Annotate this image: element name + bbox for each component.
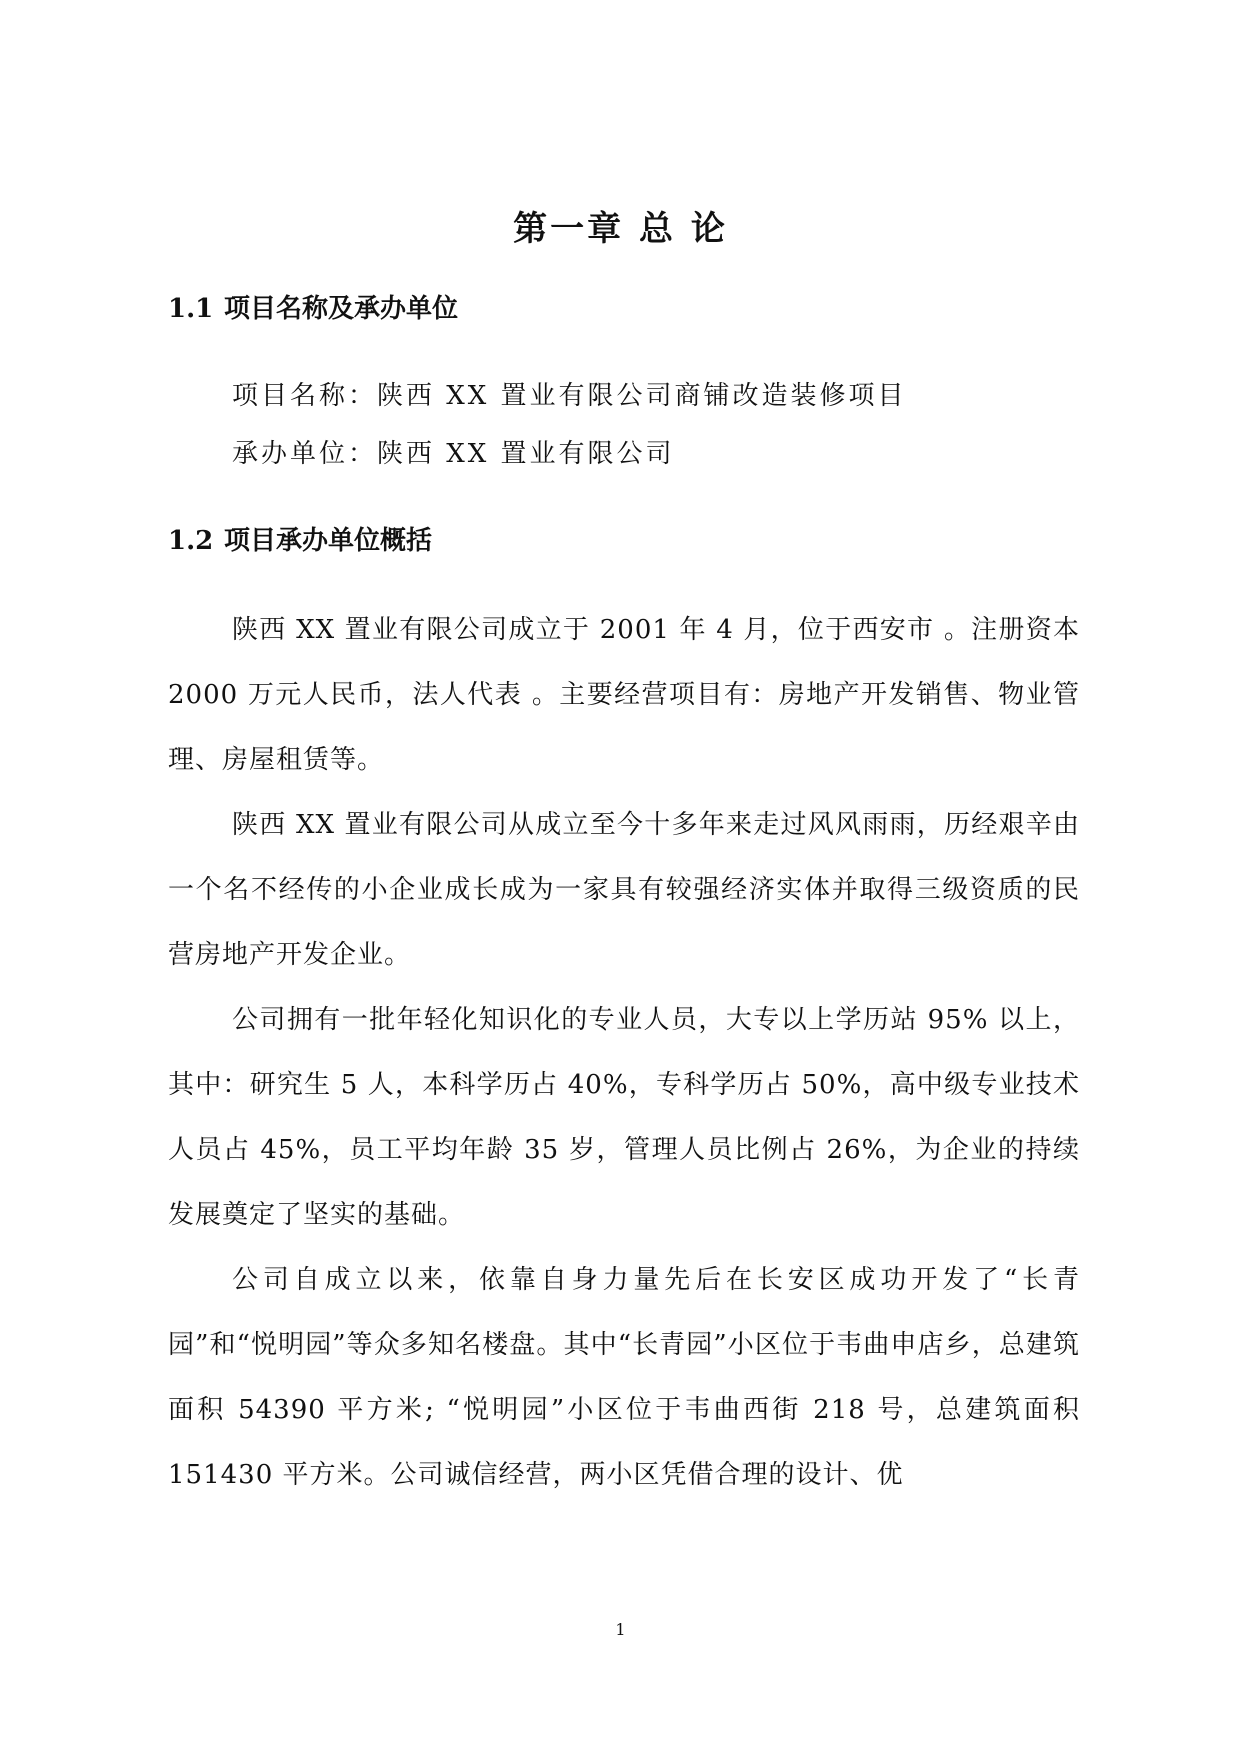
section-heading-1-1 bbox=[168, 289, 458, 329]
project-name-line: 项目名称：陕西 XX 置业有限公司商铺改造装修项目 bbox=[232, 381, 907, 411]
paragraph-company-founding: 陕西 XX 置业有限公司成立于 2001 年 4 月，位于西安市 。注册资本 2000 万元人民币，法人代表 。主要经营项目有：房地产开发销售、物业管理、房屋租赁等。 bbox=[168, 615, 1080, 775]
organizer-line: 承办单位：陕西 XX 置业有限公司 bbox=[232, 439, 675, 469]
paragraph-company-history: 陕西 XX 置业有限公司从成立至今十多年来走过风风雨雨，历经艰辛由一个名不经传的小企业成长成为一家具有较强经济实体并取得三级资质的民营房地产开发企业。 bbox=[168, 810, 1080, 970]
page-number: 1 bbox=[615, 1620, 626, 1639]
chapter-title: 第一章 总 论 bbox=[513, 209, 728, 249]
paragraph-company-projects: 公司自成立以来，依靠自身力量先后在长安区成功开发了“长青园”和“悦明园”等众多知名楼盘。其中“长青园”小区位于韦曲申店乡，总建筑面积 54390 平方米; “悦明园”小区位于韦曲西街 218 号，总建筑面积 151430 平方米。公司诚信经营，两小区凭借合理的设计、优 bbox=[168, 1265, 1080, 1490]
section-title: 项目名称及承办单位 bbox=[224, 294, 459, 324]
section-heading-1-2 bbox=[168, 521, 432, 561]
body-text bbox=[168, 598, 1080, 1508]
paragraph-company-staff: 公司拥有一批年轻化知识化的专业人员，大专以上学历站 95% 以上，其中：研究生 5 人，本科学历占 40%，专科学历占 50%，高中级专业技术人员占 45%，员工平均年龄 35 岁，管理人员比例占 26%，为企业的持续发展奠定了坚实的基础。 bbox=[168, 1005, 1080, 1230]
section-number: 1.2 bbox=[168, 526, 214, 556]
section-title: 项目承办单位概括 bbox=[224, 526, 433, 556]
section-number: 1.1 bbox=[168, 294, 214, 324]
